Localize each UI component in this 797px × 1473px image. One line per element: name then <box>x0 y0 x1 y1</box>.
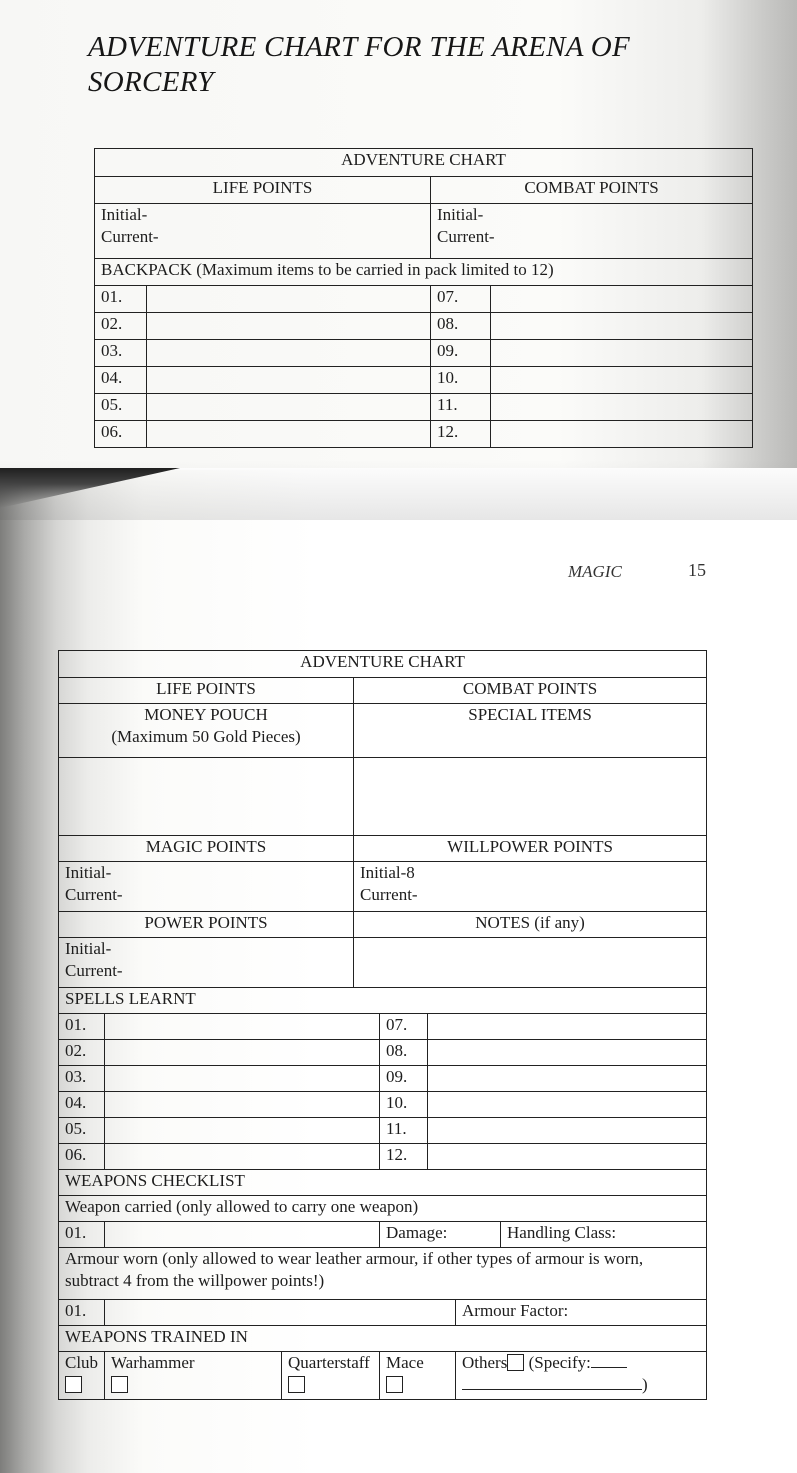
spell-slot-field[interactable] <box>105 1066 380 1092</box>
armour-worn-label: Armour worn (only allowed to wear leather armour, if other types of armour is worn, subtract 4 from the willpower points!) <box>59 1248 707 1300</box>
club-label: Club <box>65 1353 99 1372</box>
chart1-slot-label: 08. <box>431 313 491 340</box>
chart1-slot-field[interactable] <box>147 313 431 340</box>
weapons-trained-header: WEAPONS TRAINED IN <box>59 1326 707 1352</box>
spell-slot-label: 12. <box>380 1144 428 1170</box>
weapon-option-club <box>59 1352 105 1400</box>
spell-slot-field[interactable] <box>428 1118 707 1144</box>
power-points-cell[interactable] <box>59 938 354 988</box>
weapon-option-warhammer <box>105 1352 282 1400</box>
spell-slot-label: 01. <box>59 1014 105 1040</box>
spell-slot-label: 04. <box>59 1092 105 1118</box>
chart1-life-points-header: LIFE POINTS <box>95 177 431 204</box>
chart1-life-initial-label: Initial- <box>101 205 148 224</box>
spell-slot-field[interactable] <box>105 1092 380 1118</box>
chart1-slot-label: 05. <box>95 394 147 421</box>
chart1-slot-label: 12. <box>431 421 491 448</box>
others-checkbox[interactable] <box>507 1354 524 1371</box>
chart1-slot-field[interactable] <box>491 421 753 448</box>
notes-header: NOTES (if any) <box>354 912 707 938</box>
chart2-life-points-header: LIFE POINTS <box>59 678 354 704</box>
spell-slot-label: 11. <box>380 1118 428 1144</box>
spell-slot-label: 06. <box>59 1144 105 1170</box>
chart1-slot-field[interactable] <box>491 286 753 313</box>
spell-slot-label: 03. <box>59 1066 105 1092</box>
chart1-slot-field[interactable] <box>491 313 753 340</box>
spell-slot-field[interactable] <box>105 1014 380 1040</box>
chart1-slot-label: 01. <box>95 286 147 313</box>
spell-slot-field[interactable] <box>428 1144 707 1170</box>
weapon-option-mace <box>380 1352 456 1400</box>
chart1-slot-field[interactable] <box>147 286 431 313</box>
armour-factor-field[interactable] <box>456 1300 707 1326</box>
chart1-slot-field[interactable] <box>491 340 753 367</box>
magic-initial-label: Initial- <box>65 863 112 882</box>
chart1-combat-current-label: Current- <box>437 227 495 246</box>
chart1-slot-label: 07. <box>431 286 491 313</box>
spell-slot-label: 09. <box>380 1066 428 1092</box>
spell-slot-field[interactable] <box>428 1014 707 1040</box>
willpower-points-cell[interactable] <box>354 862 707 912</box>
others-label: Others <box>462 1353 508 1372</box>
willpower-initial-label: Initial-8 <box>360 863 415 882</box>
chart1-slot-label: 03. <box>95 340 147 367</box>
chart1-slot-label: 02. <box>95 313 147 340</box>
warhammer-checkbox[interactable] <box>111 1376 128 1393</box>
quarterstaff-label: Quarterstaff <box>288 1353 370 1372</box>
spell-slot-field[interactable] <box>105 1040 380 1066</box>
special-items-field[interactable] <box>354 758 707 836</box>
chart1-combat-initial-label: Initial- <box>437 205 484 224</box>
spell-slot-label: 07. <box>380 1014 428 1040</box>
chart1-slot-field[interactable] <box>491 394 753 421</box>
mace-checkbox[interactable] <box>386 1376 403 1393</box>
spell-slot-field[interactable] <box>428 1066 707 1092</box>
chart1-life-current-label: Current- <box>101 227 159 246</box>
page-number: 15 <box>688 560 706 580</box>
quarterstaff-checkbox[interactable] <box>288 1376 305 1393</box>
mace-label: Mace <box>386 1353 424 1372</box>
money-pouch-note: (Maximum 50 Gold Pieces) <box>111 727 301 746</box>
specify-line-2[interactable] <box>462 1389 642 1390</box>
spell-slot-label: 10. <box>380 1092 428 1118</box>
money-pouch-field[interactable] <box>59 758 354 836</box>
book-title: ADVENTURE CHART FOR THE ARENA OF SORCERY <box>88 31 631 98</box>
magic-points-cell[interactable] <box>59 862 354 912</box>
spell-slot-field[interactable] <box>105 1144 380 1170</box>
spells-learnt-header: SPELLS LEARNT <box>59 988 707 1014</box>
weapon-slot-label: 01. <box>59 1222 105 1248</box>
chart1-slot-field[interactable] <box>147 394 431 421</box>
chart1-combat-points-cell[interactable] <box>431 204 753 259</box>
handling-class-field[interactable] <box>501 1222 707 1248</box>
running-head: MAGIC <box>568 562 622 581</box>
power-points-header: POWER POINTS <box>59 912 354 938</box>
adventure-chart-2 <box>58 650 707 1400</box>
armour-slot-label: 01. <box>59 1300 105 1326</box>
adventure-chart-1 <box>94 148 753 448</box>
chart1-slot-label: 11. <box>431 394 491 421</box>
weapon-carried-field[interactable] <box>105 1222 380 1248</box>
spell-slot-label: 08. <box>380 1040 428 1066</box>
power-initial-label: Initial- <box>65 939 112 958</box>
willpower-current-label: Current- <box>360 885 418 904</box>
chart1-slot-label: 04. <box>95 367 147 394</box>
armour-factor-label: Armour Factor: <box>462 1301 569 1320</box>
chart2-combat-points-header: COMBAT POINTS <box>354 678 707 704</box>
damage-field[interactable] <box>380 1222 501 1248</box>
money-pouch-title: MONEY POUCH <box>144 705 268 724</box>
handling-class-label: Handling Class: <box>507 1223 617 1242</box>
chart1-life-points-cell[interactable] <box>95 204 431 259</box>
chart2-special-items-header: SPECIAL ITEMS <box>354 704 707 758</box>
chart1-slot-field[interactable] <box>147 421 431 448</box>
chart1-title: ADVENTURE CHART <box>95 149 753 177</box>
chart2-money-pouch-header <box>59 704 354 758</box>
specify-label: (Specify: <box>528 1353 591 1372</box>
chart1-slot-label: 06. <box>95 421 147 448</box>
spell-slot-field[interactable] <box>428 1092 707 1118</box>
weapon-option-quarterstaff <box>282 1352 380 1400</box>
chart1-slot-label: 09. <box>431 340 491 367</box>
damage-label: Damage: <box>386 1223 448 1242</box>
notes-field[interactable] <box>354 938 707 988</box>
spell-slot-label: 05. <box>59 1118 105 1144</box>
magic-current-label: Current- <box>65 885 123 904</box>
chart1-backpack-header: BACKPACK (Maximum items to be carried in pack limited to 12) <box>95 259 753 286</box>
spell-slot-field[interactable] <box>428 1040 707 1066</box>
spell-slot-field[interactable] <box>105 1118 380 1144</box>
chart1-slot-field[interactable] <box>491 367 753 394</box>
weapon-option-others <box>456 1352 707 1400</box>
chart1-slot-label: 10. <box>431 367 491 394</box>
armour-worn-field[interactable] <box>105 1300 456 1326</box>
magic-points-header: MAGIC POINTS <box>59 836 354 862</box>
chart1-slot-field[interactable] <box>147 367 431 394</box>
specify-line[interactable] <box>591 1367 627 1368</box>
warhammer-label: Warhammer <box>111 1353 195 1372</box>
power-current-label: Current- <box>65 961 123 980</box>
willpower-points-header: WILLPOWER POINTS <box>354 836 707 862</box>
club-checkbox[interactable] <box>65 1376 82 1393</box>
chart2-title: ADVENTURE CHART <box>59 651 707 678</box>
chart1-slot-field[interactable] <box>147 340 431 367</box>
chart1-combat-points-header: COMBAT POINTS <box>431 177 753 204</box>
weapons-checklist-header: WEAPONS CHECKLIST <box>59 1170 707 1196</box>
specify-close: ) <box>642 1375 648 1394</box>
spell-slot-label: 02. <box>59 1040 105 1066</box>
weapon-carried-label: Weapon carried (only allowed to carry one weapon) <box>59 1196 707 1222</box>
